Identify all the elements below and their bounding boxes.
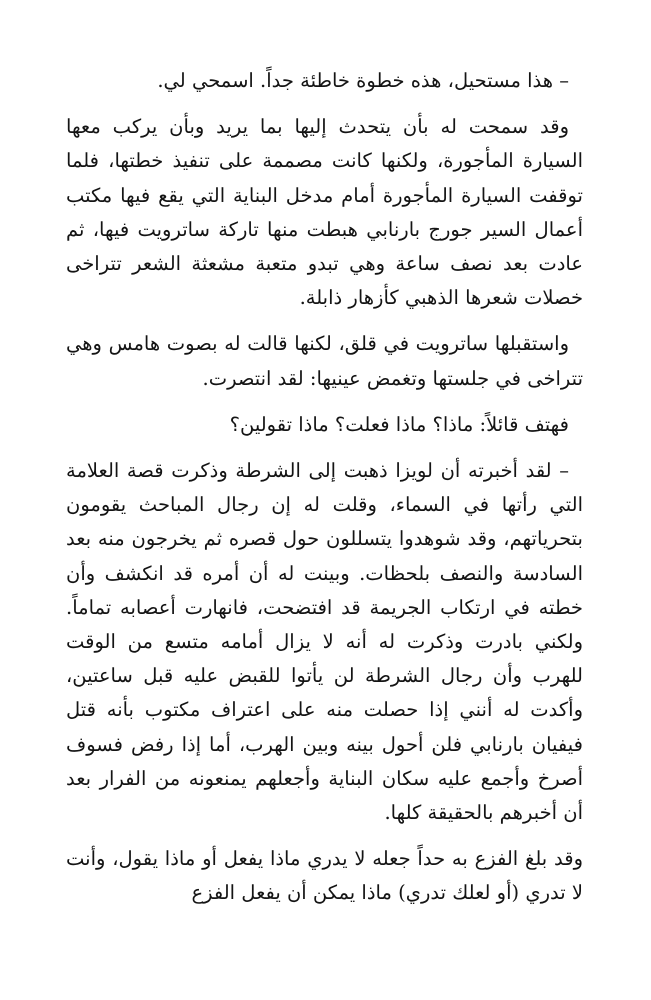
narrative-paragraph: فهتف قائلاً: ماذا؟ ماذا فعلت؟ ماذا تقولين؟ — [229, 412, 569, 436]
dialogue-paragraph: – هذا مستحيل، هذه خطوة خاطئة جداً. اسمحي لي. — [157, 69, 569, 92]
book-page — [66, 64, 583, 911]
narrative-paragraph: واستقبلها ساترويت في قلق، لكنها قالت له بصوت هامس وهي تتراخى في جلستها وتغمض عينيها: لقد انتصرت. — [66, 332, 583, 390]
narrative-paragraph: وقد بلغ الفزع به حداً جعله لا يدري ماذا يفعل أو ماذا يقول، وأنت لا تدري (أو لعلك تدري) ماذا يمكن أن يفعل الفزع — [66, 847, 583, 905]
narrative-paragraph: وقد سمحت له بأن يتحدث إليها بما يريد وبأن يركب معها السيارة المأجورة، ولكنها كانت مصممة على تنفيذ خطتها، فلما توقفت السيارة المأجورة أمام مدخل البناية التي يقع فيها مكتب أعمال السير جورج بارنابي هبطت منها تاركة ساترويت فيها، ثم عادت بعد نصف ساعة وهي تبدو متعبة مشعثة الشعر تتراخى خصلات شعرها الذهبي كأزهار ذابلة. — [66, 115, 583, 310]
dialogue-paragraph: – لقد أخبرته أن لويزا ذهبت إلى الشرطة وذكرت قصة العلامة التي رأتها في السماء، وقلت له إن رجال المباحث يقومون بتحرياتهم، وقد شوهدوا يتسللون حول قصره ثم يخرجون منه بعد السادسة والنصف بلحظات. وبينت له أن أمره قد انكشف وأن خطته في ارتكاب الجريمة قد افتضحت، فانهارت أعصابه تماماً. ولكني بادرت وذكرت له أنه لا يزال أمامه متسع من الوقت للهرب وأن رجال الشرطة لن يأتوا للقبض عليه قبل ساعتين، وأكدت له أنني إذا حصلت منه على اعتراف مكتوب بأنه قتل فيفيان بارنابي فلن أحول بينه وبين الهرب، أما إذا رفض فسوف أصرخ وأجمع عليه سكان البناية وأجعلهم يمنعونه من الفرار بعد أن أخبرهم بالحقيقة كلها. — [66, 459, 583, 825]
